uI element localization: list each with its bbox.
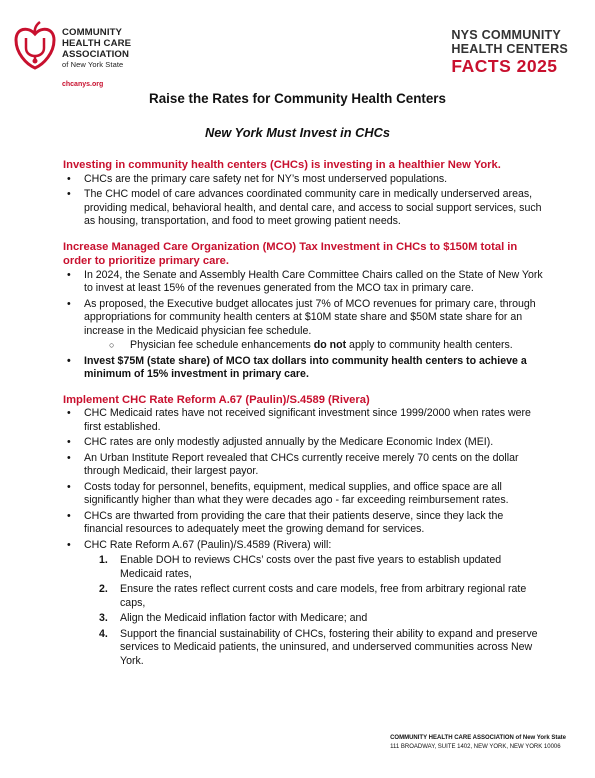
logo-line-3: ASSOCIATION — [62, 49, 130, 60]
page-title: Raise the Rates for Community Health Centers — [149, 91, 446, 106]
list-item-text: As proposed, the Executive budget allocates just 7% of MCO revenues for primary care, through appropriations for community health centers at $10M state share and $50M state share for an increase in the Medicaid physician fee schedule. — [84, 297, 536, 337]
list-item: • Costs today for personnel, benefits, equipment, medical supplies, and office space are all significantly higher than what they were decades ago - far exceeding reimbursement rates. — [63, 481, 543, 508]
main-content — [63, 158, 543, 679]
sub-item-text-b: apply to community health centers. — [346, 339, 513, 351]
logo-line-4: of New York State — [62, 60, 124, 69]
page-subtitle: New York Must Invest in CHCs — [205, 125, 390, 140]
numbered-item — [99, 628, 543, 669]
sub-list-item — [109, 339, 543, 353]
section-rate-reform — [63, 393, 543, 669]
numbered-item — [99, 554, 543, 581]
list-item: • CHCs are the primary care safety net for NY’s most underserved populations. — [63, 173, 543, 187]
numbered-item-text: Enable DOH to reviews CHCs’ costs over the past five years to establish updated Medicaid rates, — [120, 554, 502, 580]
logo-line-2: HEALTH CARE — [62, 38, 132, 49]
website-link[interactable]: chcanys.org — [62, 81, 104, 88]
section-heading: Increase Managed Care Organization (MCO) Tax Investment in CHCs to $150M total in order to prioritize primary care. — [63, 240, 518, 267]
list-item-bold: • Invest $75M (state share) of MCO tax dollars into community health centers to achieve a minimum of 15% investment in primary care. — [63, 355, 543, 382]
list-item — [63, 298, 543, 353]
apple-heart-stethoscope-icon — [12, 20, 58, 74]
sub-item-emphasis: do not — [313, 339, 347, 351]
section-mco-tax — [63, 240, 543, 382]
section-invest-in-chcs — [63, 158, 543, 229]
numbered-item — [99, 612, 543, 626]
section-heading: Implement CHC Rate Reform A.67 (Paulin)/S.4589 (Rivera) — [63, 393, 370, 406]
item-number: 1. — [99, 554, 108, 566]
list-item: • CHC rates are only modestly adjusted annually by the Medicare Economic Index (MEI). — [63, 436, 543, 450]
sub-item-text-a: Physician fee schedule enhancements — [130, 339, 314, 351]
logo-line-1: COMMUNITY — [62, 27, 123, 38]
list-item-text: CHC Rate Reform A.67 (Paulin)/S.4589 (Rivera) will: — [84, 538, 332, 551]
section-heading: Investing in community health centers (CHCs) is investing in a healthier New York. — [63, 159, 501, 171]
list-item: • The CHC model of care advances coordinated community care in medically underserved areas, providing medical, behavioral health, and dental care, and access to social support services, such as housing, transportation, and food to meet growing patient needs. — [63, 188, 543, 229]
facts-badge — [451, 28, 568, 77]
numbered-item-text: Ensure the rates reflect current costs and care models, free from arbitrary regional rate caps, — [120, 583, 527, 609]
list-item: • CHCs are thwarted from providing the care that their patients deserve, since they lack the financial resources to adequately meet the growing demand for services. — [63, 510, 543, 537]
list-item: • CHC Medicaid rates have not received significant investment since 1999/2000 when rates were first established. — [63, 407, 543, 434]
list-item: • An Urban Institute Report revealed that CHCs currently receive merely 70 cents on the dollar through Medicaid, their largest payor. — [63, 452, 543, 479]
facts-line-1: NYS COMMUNITY — [451, 28, 562, 42]
organization-logo-text — [62, 27, 131, 69]
numbered-item — [99, 583, 543, 610]
numbered-item-text: Align the Medicaid inflation factor with Medicare; and — [120, 612, 368, 624]
item-number: 2. — [99, 583, 108, 595]
item-number: 3. — [99, 612, 108, 624]
list-item: • In 2024, the Senate and Assembly Health Care Committee Chairs called on the State of New York to invest at least 15% of the revenues generated from the MCO tax in primary care. — [63, 269, 543, 296]
footer-org-name: COMMUNITY HEALTH CARE ASSOCIATION of New York State — [390, 735, 566, 741]
facts-line-3: FACTS 2025 — [451, 56, 558, 76]
facts-line-2: HEALTH CENTERS — [451, 42, 568, 56]
footer-address — [390, 734, 566, 752]
list-item — [63, 539, 543, 669]
numbered-item-text: Support the financial sustainability of CHCs, fostering their ability to expand and preserve services to Medicaid patients, the uninsured, and underserved communities across New York. — [120, 627, 538, 667]
item-number: 4. — [99, 627, 108, 640]
footer-street-address: 111 BROADWAY, SUITE 1402, NEW YORK, NEW YORK 10006 — [390, 744, 561, 750]
